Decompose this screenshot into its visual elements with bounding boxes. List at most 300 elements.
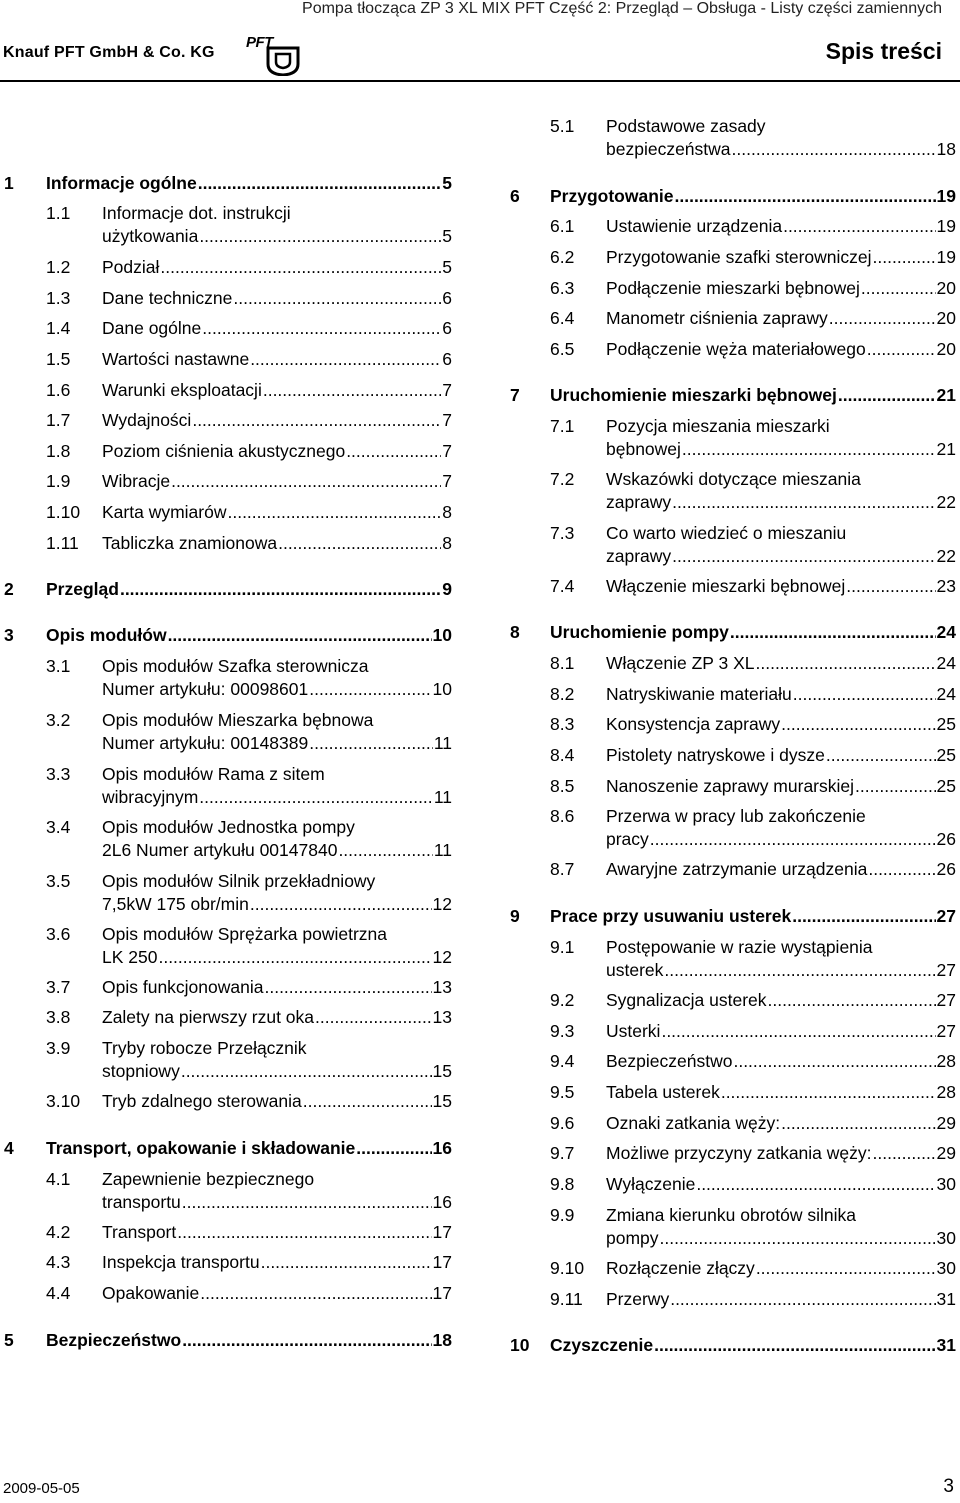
toc-entry-number: 1.6: [46, 380, 71, 400]
toc-entry-page: 18: [432, 1330, 452, 1350]
toc-entry-title: Wibracje: [102, 471, 171, 491]
toc-entry-number: 9: [510, 906, 520, 926]
toc-entry-page: 15: [432, 1091, 452, 1111]
toc-entry-page: 22: [936, 492, 956, 512]
toc-entry-text: [102, 1251, 452, 1274]
toc-entry-number: 5: [4, 1330, 14, 1350]
toc-entry-number: 2: [4, 579, 14, 599]
toc-entry-title: pracy: [606, 829, 649, 849]
toc-entry-text: [606, 713, 956, 736]
toc-entry-title: Transport: [102, 1222, 177, 1242]
toc-entry-title: Sygnalizacja usterek: [606, 990, 767, 1010]
toc-entry-text: [606, 775, 956, 798]
toc-leader-dots: [768, 989, 936, 1012]
toc-entry-number: 7: [510, 385, 520, 405]
toc-entry-text: [102, 870, 452, 916]
toc-entry-number: 9.3: [550, 1021, 575, 1041]
toc-entry-text: [606, 805, 956, 851]
toc-leader-dots: [868, 858, 935, 881]
toc-leader-dots: [315, 1006, 432, 1029]
toc-entry-text: [606, 1081, 956, 1104]
toc-entry-page: 13: [432, 977, 452, 997]
toc-entry-number: 4.3: [46, 1252, 71, 1272]
toc-entry-page: 28: [936, 1082, 956, 1102]
toc-entry-title: Przerwy: [606, 1289, 670, 1309]
toc-entry-page: 25: [936, 714, 956, 734]
toc-entry-text: [46, 578, 452, 601]
toc-entry-number: 1.7: [46, 410, 71, 430]
toc-entry-text: [102, 532, 452, 555]
toc-leader-dots: [873, 246, 936, 269]
toc-entry-text: [606, 1112, 956, 1135]
toc-entry-title: pompy: [606, 1228, 659, 1248]
toc-entry-number: 1.1: [46, 203, 71, 223]
toc-entry-page: 16: [432, 1138, 452, 1158]
toc-entry-text: [46, 624, 452, 647]
toc-entry-title: Uruchomienie mieszarki bębnowej: [550, 385, 837, 405]
toc-entry-text: [606, 307, 956, 330]
toc-leader-dots: [781, 1112, 935, 1135]
toc-entry-text: [102, 501, 452, 524]
toc-entry-text: [102, 1282, 452, 1305]
toc-entry-title-line1: Opis modułów Rama z sitem: [102, 764, 325, 784]
toc-entry-title: Opakowanie: [102, 1283, 200, 1303]
toc-entry-title: Pistolety natryskowe i dysze: [606, 745, 825, 765]
toc-leader-dots: [177, 1221, 431, 1244]
toc-entry-page: 5: [442, 226, 452, 246]
toc-entry-page: 27: [936, 906, 956, 926]
toc-entry-page: 19: [936, 186, 956, 206]
toc-entry-text: [606, 338, 956, 361]
toc-entry-title: Włączenie mieszarki bębnowej: [606, 576, 846, 596]
toc-entry-page: 25: [936, 745, 956, 765]
toc-entry-title: Tabela usterek: [606, 1082, 720, 1102]
toc-entry-title: Przygotowanie: [550, 186, 674, 206]
toc-leader-dots: [721, 1081, 936, 1104]
toc-entry-title: Nanoszenie zaprawy murarskiej: [606, 776, 855, 796]
toc-entry-text: [46, 1137, 452, 1160]
toc-entry-text: [606, 744, 956, 767]
toc-entry-title: Przygotowanie szafki sterowniczej: [606, 247, 872, 267]
toc-entry-page: 31: [936, 1289, 956, 1309]
toc-leader-dots: [650, 828, 936, 851]
toc-entry-title: Usterki: [606, 1021, 661, 1041]
toc-entry-title: Przegląd: [46, 579, 119, 599]
toc-entry-text: [606, 1050, 956, 1073]
toc-entry-title: bębnowej: [606, 439, 681, 459]
toc-leader-dots: [263, 379, 441, 402]
toc-entry-number: 9.7: [550, 1143, 575, 1163]
toc-entry-title: Podłączenie węża materiałowego: [606, 339, 866, 359]
toc-entry-number: 8.1: [550, 653, 575, 673]
toc-entry-title: Włączenie ZP 3 XL: [606, 653, 755, 673]
toc-entry-number: 1: [4, 173, 14, 193]
toc-leader-dots: [792, 905, 935, 928]
toc-leader-dots: [670, 1288, 935, 1311]
toc-entry-text: [102, 409, 452, 432]
toc-entry-number: 6.3: [550, 278, 575, 298]
toc-entry-text: [606, 1288, 956, 1311]
toc-entry-page: 7: [442, 471, 452, 491]
toc-leader-dots: [660, 1227, 936, 1250]
toc-entry-title: Natryskiwanie materiału: [606, 684, 792, 704]
toc-leader-dots: [672, 545, 935, 568]
toc-entry-number: 3.3: [46, 764, 71, 784]
toc-leader-dots: [198, 172, 442, 195]
toc-entry-page: 29: [936, 1143, 956, 1163]
toc-entry-text: [102, 709, 452, 755]
toc-entry-number: 7.2: [550, 469, 575, 489]
toc-entry-number: 7.1: [550, 416, 575, 436]
toc-entry-number: 6.1: [550, 216, 575, 236]
toc-entry-title: Konsystencja zaprawy: [606, 714, 781, 734]
toc-leader-dots: [346, 440, 441, 463]
toc-entry-number: 6: [510, 186, 520, 206]
toc-entry-number: 10: [510, 1335, 530, 1355]
toc-entry-page: 10: [432, 625, 452, 645]
toc-entry-page: 23: [936, 576, 956, 596]
toc-entry-page: 31: [936, 1335, 956, 1355]
toc-entry-title: Opis funkcjonowania: [102, 977, 264, 997]
toc-entry-title-line1: Opis modułów Mieszarka bębnowa: [102, 710, 374, 730]
company-name: Knauf PFT GmbH & Co. KG: [3, 44, 215, 61]
toc-entry-page: 8: [442, 533, 452, 553]
toc-entry-text: [46, 172, 452, 195]
toc-entry-number: 5.1: [550, 116, 575, 136]
toc-entry-text: [606, 936, 956, 982]
toc-leader-dots: [732, 138, 936, 161]
toc-entry-page: 27: [936, 1021, 956, 1041]
toc-entry-number: 3.1: [46, 656, 71, 676]
toc-entry-text: [606, 1020, 956, 1043]
toc-entry-title-line1: Opis modułów Silnik przekładniowy: [102, 871, 376, 891]
toc-entry-number: 1.9: [46, 471, 71, 491]
toc-entry-number: 3.5: [46, 871, 71, 891]
toc-entry-page: 19: [936, 216, 956, 236]
toc-entry-title: Tabliczka znamionowa: [102, 533, 278, 553]
toc-entry-text: [102, 1006, 452, 1029]
toc-entry-page: 24: [936, 684, 956, 704]
toc-entry-title: bezpieczeństwa: [606, 139, 731, 159]
toc-entry-page: 10: [432, 679, 452, 699]
toc-leader-dots: [182, 1191, 432, 1214]
toc-leader-dots: [661, 1020, 935, 1043]
toc-leader-dots: [829, 307, 936, 330]
toc-entry-title: Uruchomienie pompy: [550, 622, 729, 642]
toc-entry-title: Warunki eksploatacji: [102, 380, 262, 400]
toc-entry-number: 9.9: [550, 1205, 575, 1225]
toc-entry-title-line1: Wskazówki dotyczące mieszania: [606, 469, 861, 489]
toc-entry-title-line1: Opis modułów Jednostka pompy: [102, 817, 355, 837]
toc-entry-page: 7: [442, 410, 452, 430]
toc-entry-title: Poziom ciśnienia akustycznego: [102, 441, 346, 461]
toc-entry-page: 25: [936, 776, 956, 796]
toc-leader-dots: [158, 946, 431, 969]
toc-entry-text: [606, 989, 956, 1012]
toc-entry-text: [102, 976, 452, 999]
toc-entry-page: 20: [936, 278, 956, 298]
toc-leader-dots: [171, 470, 441, 493]
toc-entry-title: 2L6 Numer artykułu 00147840: [102, 840, 338, 860]
toc-entry-page: 11: [433, 840, 452, 860]
toc-entry-number: 3: [4, 625, 14, 645]
toc-entry-title: Ustawienie urządzenia: [606, 216, 783, 236]
toc-leader-dots: [303, 1090, 432, 1113]
toc-entry-page: 5: [442, 173, 452, 193]
toc-entry-title: usterek: [606, 960, 664, 980]
toc-entry-text: [606, 1257, 956, 1280]
toc-entry-page: 19: [936, 247, 956, 267]
toc-entry-title-line1: Opis modułów Sprężarka powietrzna: [102, 924, 387, 944]
toc-entry-number: 1.2: [46, 257, 71, 277]
toc-entry-title: Dane ogólne: [102, 318, 202, 338]
toc-entry-text: [606, 1173, 956, 1196]
toc-entry-page: 26: [936, 859, 956, 879]
toc-entry-page: 17: [432, 1222, 452, 1242]
toc-entry-title: 7,5kW 175 obr/min: [102, 894, 249, 914]
toc-entry-title: Wydajności: [102, 410, 192, 430]
toc-entry-title: Inspekcja transportu: [102, 1252, 260, 1272]
toc-entry-title: transportu: [102, 1192, 181, 1212]
toc-entry-number: 3.4: [46, 817, 71, 837]
toc-leader-dots: [168, 624, 432, 647]
toc-entry-number: 9.6: [550, 1113, 575, 1133]
toc-entry-text: [606, 522, 956, 568]
toc-entry-title: Wartości nastawne: [102, 349, 250, 369]
toc-entry-text: [606, 277, 956, 300]
toc-entry-text: [102, 1221, 452, 1244]
toc-entry-page: 12: [432, 894, 452, 914]
toc-entry-title: Transport, opakowanie i składowanie: [46, 1138, 356, 1158]
toc-entry-text: [550, 1334, 956, 1357]
header-rule: [0, 80, 960, 82]
toc-entry-text: [102, 816, 452, 862]
toc-entry-title-line1: Przerwa w pracy lub zakończenie: [606, 806, 866, 826]
toc-entry-title: Numer artykułu: 00098601: [102, 679, 309, 699]
toc-leader-dots: [781, 713, 935, 736]
toc-entry-title: zaprawy: [606, 492, 672, 512]
toc-entry-number: 6.4: [550, 308, 575, 328]
toc-entry-number: 1.11: [46, 533, 79, 553]
toc-leader-dots: [682, 438, 936, 461]
toc-entry-page: 18: [936, 139, 956, 159]
toc-leader-dots: [250, 348, 441, 371]
toc-entry-title: Dane techniczne: [102, 288, 233, 308]
toc-entry-number: 6.5: [550, 339, 575, 359]
toc-entry-number: 3.7: [46, 977, 71, 997]
toc-entry-title: Czyszczenie: [550, 1335, 654, 1355]
toc-entry-title: Wyłączenie: [606, 1174, 696, 1194]
toc-entry-text: [102, 256, 452, 279]
toc-entry-text: [102, 317, 452, 340]
toc-entry-number: 7.4: [550, 576, 575, 596]
toc-leader-dots: [356, 1137, 431, 1160]
toc-entry-title: Opis modułów: [46, 625, 167, 645]
toc-entry-number: 6.2: [550, 247, 575, 267]
toc-entry-number: 1.5: [46, 349, 71, 369]
toc-entry-text: [102, 1168, 452, 1214]
toc-entry-page: 8: [442, 502, 452, 522]
toc-entry-number: 8: [510, 622, 520, 642]
toc-leader-dots: [846, 575, 935, 598]
toc-entry-text: [606, 246, 956, 269]
toc-entry-number: 8.6: [550, 806, 575, 826]
toc-entry-number: 4.2: [46, 1222, 71, 1242]
toc-entry-page: 15: [432, 1061, 452, 1081]
doc-title: Pompa tłocząca ZP 3 XL MIX PFT Część 2: Przegląd – Obsługa - Listy części zamiennych: [302, 0, 942, 17]
toc-entry-page: 26: [936, 829, 956, 849]
toc-entry-number: 1.10: [46, 502, 81, 522]
toc-entry-page: 29: [936, 1113, 956, 1133]
toc-leader-dots: [783, 215, 935, 238]
toc-entry-title-line1: Zmiana kierunku obrotów silnika: [606, 1205, 856, 1225]
toc-entry-number: 4.4: [46, 1283, 71, 1303]
toc-entry-page: 28: [936, 1051, 956, 1071]
toc-entry-number: 9.10: [550, 1258, 585, 1278]
toc-entry-title: Informacje ogólne: [46, 173, 197, 193]
toc-entry-text: [550, 384, 956, 407]
toc-entry-page: 6: [442, 288, 452, 308]
toc-leader-dots: [756, 652, 936, 675]
toc-entry-text: [606, 115, 956, 161]
toc-leader-dots: [278, 532, 441, 555]
toc-entry-page: 30: [936, 1228, 956, 1248]
toc-entry-page: 24: [936, 622, 956, 642]
toc-entry-page: 9: [442, 579, 452, 599]
toc-leader-dots: [338, 839, 432, 862]
footer-page-number: 3: [943, 1476, 954, 1497]
toc-entry-text: [102, 202, 452, 248]
toc-entry-page: 7: [442, 441, 452, 461]
toc-leader-dots: [264, 976, 431, 999]
toc-entry-number: 9.5: [550, 1082, 575, 1102]
toc-leader-dots: [730, 621, 936, 644]
toc-leader-dots: [867, 338, 936, 361]
section-title: Spis treści: [825, 38, 942, 64]
toc-leader-dots: [756, 1257, 936, 1280]
toc-leader-dots: [873, 1142, 936, 1165]
toc-leader-dots: [250, 893, 432, 916]
toc-leader-dots: [309, 732, 433, 755]
toc-entry-page: 20: [936, 339, 956, 359]
toc-entry-text: [102, 1037, 452, 1083]
toc-entry-title: Rozłączenie złączy: [606, 1258, 755, 1278]
toc-entry-number: 3.9: [46, 1038, 71, 1058]
toc-entry-number: 9.8: [550, 1174, 575, 1194]
toc-entry-page: 20: [936, 308, 956, 328]
toc-entry-text: [46, 1329, 452, 1352]
toc-entry-number: 8.3: [550, 714, 575, 734]
toc-entry-title: Oznaki zatkania węży:: [606, 1113, 781, 1133]
toc-entry-number: 1.3: [46, 288, 71, 308]
toc-entry-page: 24: [936, 653, 956, 673]
toc-entry-title-line1: Postępowanie w razie wystąpienia: [606, 937, 873, 957]
toc-entry-page: 7: [442, 380, 452, 400]
toc-entry-page: 16: [432, 1192, 452, 1212]
toc-entry-number: 4.1: [46, 1169, 71, 1189]
toc-entry-title-line1: Tryby robocze Przełącznik: [102, 1038, 307, 1058]
toc-entry-title: Tryb zdalnego sterowania: [102, 1091, 302, 1111]
toc-entry-text: [102, 923, 452, 969]
pft-logo-text: PFT: [246, 34, 273, 51]
toc-entry-page: 12: [432, 947, 452, 967]
toc-entry-title: wibracyjnym: [102, 787, 199, 807]
toc-entry-title: Zalety na pierwszy rzut oka: [102, 1007, 315, 1027]
footer-date: 2009-05-05: [3, 1480, 80, 1497]
toc-leader-dots: [192, 409, 441, 432]
toc-leader-dots: [181, 1060, 432, 1083]
toc-entry-number: 7.3: [550, 523, 575, 543]
toc-entry-text: [606, 1204, 956, 1250]
toc-entry-title: stopniowy: [102, 1061, 180, 1081]
toc-entry-title-line1: Zapewnienie bezpiecznego: [102, 1169, 315, 1189]
pft-logo: [246, 34, 302, 76]
toc-entry-text: [606, 415, 956, 461]
toc-entry-title: zaprawy: [606, 546, 672, 566]
toc-entry-page: 30: [936, 1174, 956, 1194]
toc-entry-number: 8.2: [550, 684, 575, 704]
toc-entry-page: 13: [432, 1007, 452, 1027]
toc-entry-text: [102, 440, 452, 463]
toc-entry-text: [102, 287, 452, 310]
toc-entry-text: [102, 379, 452, 402]
toc-entry-number: 1.4: [46, 318, 71, 338]
toc-entry-number: 8.4: [550, 745, 575, 765]
toc-entry-title: Numer artykułu: 00148389: [102, 733, 309, 753]
toc-entry-page: 17: [432, 1283, 452, 1303]
toc-entry-text: [606, 215, 956, 238]
toc-entry-text: [606, 575, 956, 598]
toc-entry-number: 4: [4, 1138, 14, 1158]
toc-leader-dots: [182, 1329, 431, 1352]
toc-entry-title: Awaryjne zatrzymanie urządzenia: [606, 859, 868, 879]
toc-entry-number: 8.7: [550, 859, 575, 879]
toc-entry-text: [550, 905, 956, 928]
toc-entry-text: [606, 1142, 956, 1165]
toc-entry-page: 30: [936, 1258, 956, 1278]
toc-leader-dots: [200, 1282, 431, 1305]
toc-leader-dots: [199, 225, 441, 248]
toc-leader-dots: [160, 256, 441, 279]
toc-leader-dots: [261, 1251, 432, 1274]
toc-entry-page: 11: [433, 787, 452, 807]
toc-entry-text: [102, 763, 452, 809]
toc-entry-number: 9.2: [550, 990, 575, 1010]
toc-entry-text: [102, 348, 452, 371]
toc-entry-title: Manometr ciśnienia zaprawy: [606, 308, 828, 328]
toc-entry-number: 9.11: [550, 1289, 583, 1309]
toc-entry-title-line1: Co warto wiedzieć o mieszaniu: [606, 523, 847, 543]
toc-entry-text: [550, 185, 956, 208]
toc-entry-title: Bezpieczeństwo: [46, 1330, 182, 1350]
toc-entry-page: 11: [433, 733, 452, 753]
toc-entry-page: 27: [936, 960, 956, 980]
toc-entry-text: [606, 683, 956, 706]
toc-leader-dots: [227, 501, 441, 524]
toc-entry-page: 6: [442, 318, 452, 338]
toc-entry-page: 21: [936, 385, 956, 405]
toc-leader-dots: [793, 683, 936, 706]
toc-entry-title-line1: Podstawowe zasady: [606, 116, 766, 136]
toc-leader-dots: [675, 185, 936, 208]
toc-entry-number: 3.10: [46, 1091, 81, 1111]
toc-entry-title-line1: Opis modułów Szafka sterownicza: [102, 656, 369, 676]
toc-entry-title: LK 250: [102, 947, 158, 967]
toc-leader-dots: [855, 775, 936, 798]
toc-leader-dots: [654, 1334, 935, 1357]
toc-entry-text: [102, 470, 452, 493]
toc-entry-page: 27: [936, 990, 956, 1010]
